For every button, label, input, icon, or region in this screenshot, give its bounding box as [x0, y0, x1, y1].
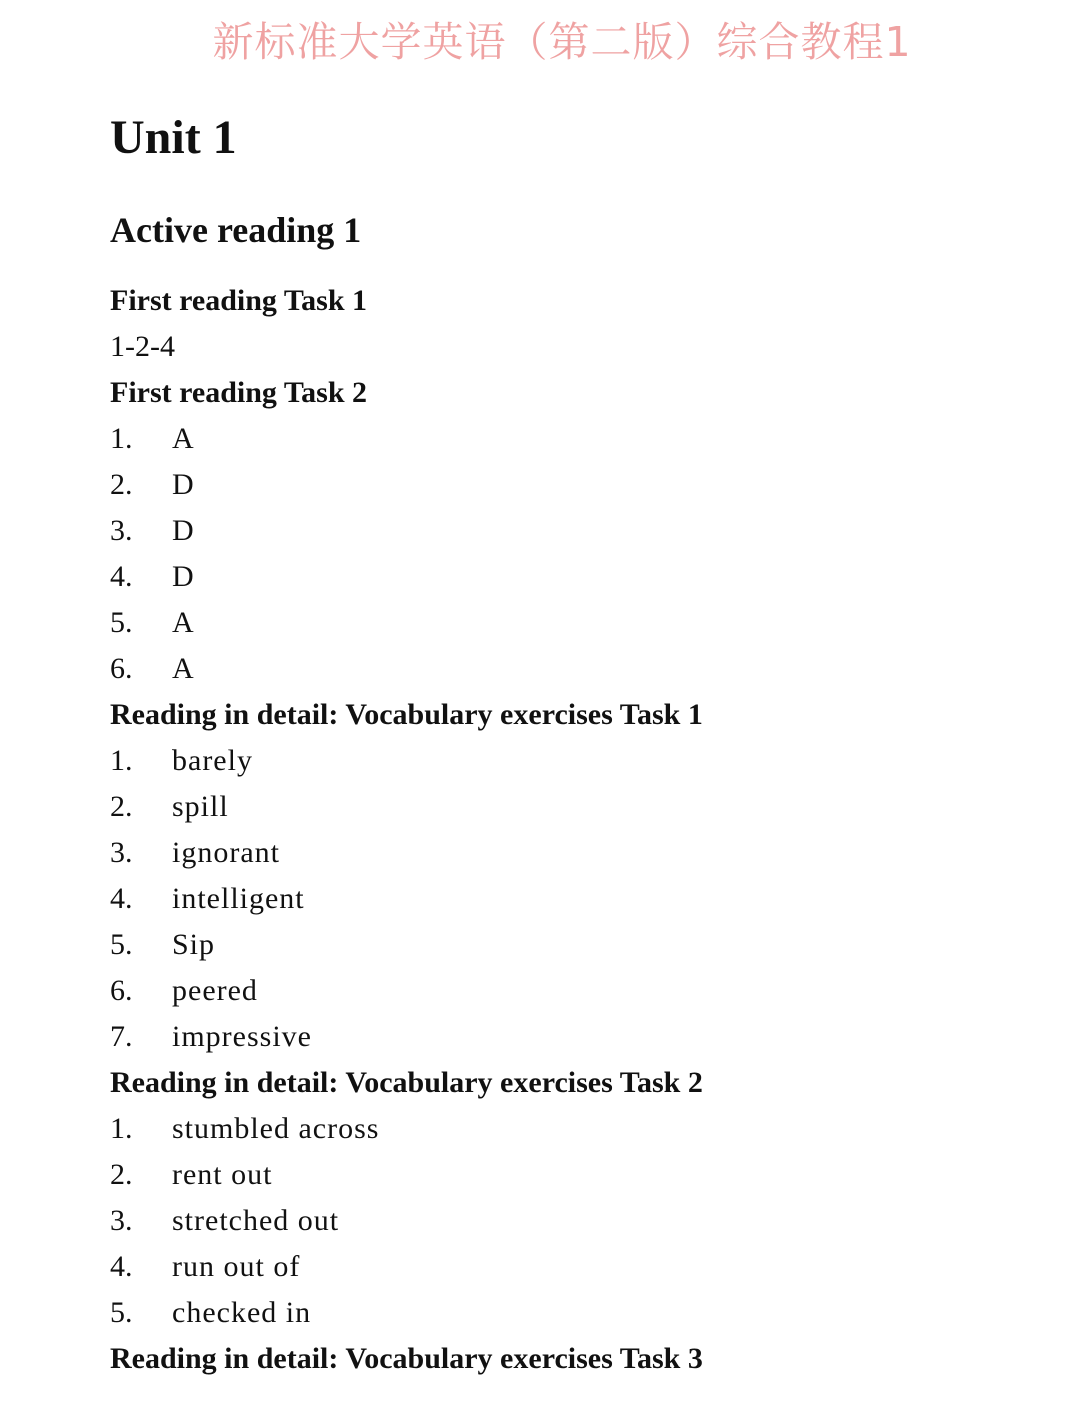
item-answer: Sip — [172, 928, 216, 961]
item-number: 5. — [110, 606, 133, 639]
answer-item — [110, 1014, 1030, 1060]
item-answer: A — [172, 652, 195, 685]
answer-list — [110, 416, 1030, 692]
item-number: 4. — [110, 882, 133, 915]
item-number: 1. — [110, 744, 133, 777]
item-answer: A — [172, 606, 195, 639]
answer-item — [110, 462, 1030, 508]
answer-list — [110, 1106, 1030, 1336]
block-vocabulary-task-2 — [110, 1060, 1030, 1336]
task-heading: First reading Task 1 — [110, 284, 368, 317]
answer-item — [110, 1290, 1030, 1336]
item-answer: barely — [172, 744, 253, 777]
item-answer: intelligent — [172, 882, 305, 915]
document-banner-title: 新标准大学英语（第二版）综合教程1 — [212, 18, 912, 66]
task-heading: First reading Task 2 — [110, 376, 368, 409]
answer-item — [110, 784, 1030, 830]
answer-item — [110, 508, 1030, 554]
item-answer: spill — [172, 790, 229, 823]
item-number: 4. — [110, 560, 133, 593]
block-vocabulary-task-3 — [110, 1336, 1030, 1382]
block-vocabulary-task-1 — [110, 692, 1030, 1060]
item-answer: rent out — [172, 1158, 273, 1191]
item-answer: peered — [172, 974, 258, 1007]
answer-sequence: 1-2-4 — [110, 330, 175, 363]
answer-item — [110, 1106, 1030, 1152]
item-answer: stretched out — [172, 1204, 340, 1237]
answer-item — [110, 600, 1030, 646]
answer-item — [110, 968, 1030, 1014]
answer-item — [110, 1152, 1030, 1198]
item-answer: stumbled across — [172, 1112, 380, 1145]
item-answer: ignorant — [172, 836, 280, 869]
answer-item — [110, 646, 1030, 692]
answer-item — [110, 554, 1030, 600]
answer-item — [110, 830, 1030, 876]
item-number: 5. — [110, 928, 133, 961]
block-first-reading-task-1 — [110, 278, 1030, 370]
item-number: 4. — [110, 1250, 133, 1283]
item-number: 6. — [110, 652, 133, 685]
item-number: 6. — [110, 974, 133, 1007]
item-number: 2. — [110, 1158, 133, 1191]
item-answer: A — [172, 422, 195, 455]
answer-item — [110, 922, 1030, 968]
unit-title: Unit 1 — [110, 111, 237, 164]
block-first-reading-task-2 — [110, 370, 1030, 692]
answer-item — [110, 738, 1030, 784]
item-answer: D — [172, 468, 195, 501]
item-answer: run out of — [172, 1250, 301, 1283]
item-answer: D — [172, 560, 195, 593]
task-heading: Reading in detail: Vocabulary exercises Task 2 — [110, 1066, 703, 1099]
item-number: 2. — [110, 790, 133, 823]
task-heading: Reading in detail: Vocabulary exercises Task 3 — [110, 1342, 703, 1375]
answer-item — [110, 1244, 1030, 1290]
item-number: 1. — [110, 1112, 133, 1145]
section-title: Active reading 1 — [110, 210, 362, 250]
answer-list — [110, 738, 1030, 1060]
item-number: 3. — [110, 1204, 133, 1237]
item-number: 5. — [110, 1296, 133, 1329]
answer-item — [110, 876, 1030, 922]
answer-item — [110, 416, 1030, 462]
answer-sheet — [110, 106, 1030, 1382]
item-answer: checked in — [172, 1296, 312, 1329]
item-number: 3. — [110, 836, 133, 869]
item-number: 7. — [110, 1020, 133, 1053]
item-answer: D — [172, 514, 195, 547]
answer-item — [110, 1198, 1030, 1244]
task-heading: Reading in detail: Vocabulary exercises Task 1 — [110, 698, 703, 731]
item-number: 3. — [110, 514, 133, 547]
item-answer: impressive — [172, 1020, 312, 1053]
item-number: 2. — [110, 468, 133, 501]
item-number: 1. — [110, 422, 133, 455]
